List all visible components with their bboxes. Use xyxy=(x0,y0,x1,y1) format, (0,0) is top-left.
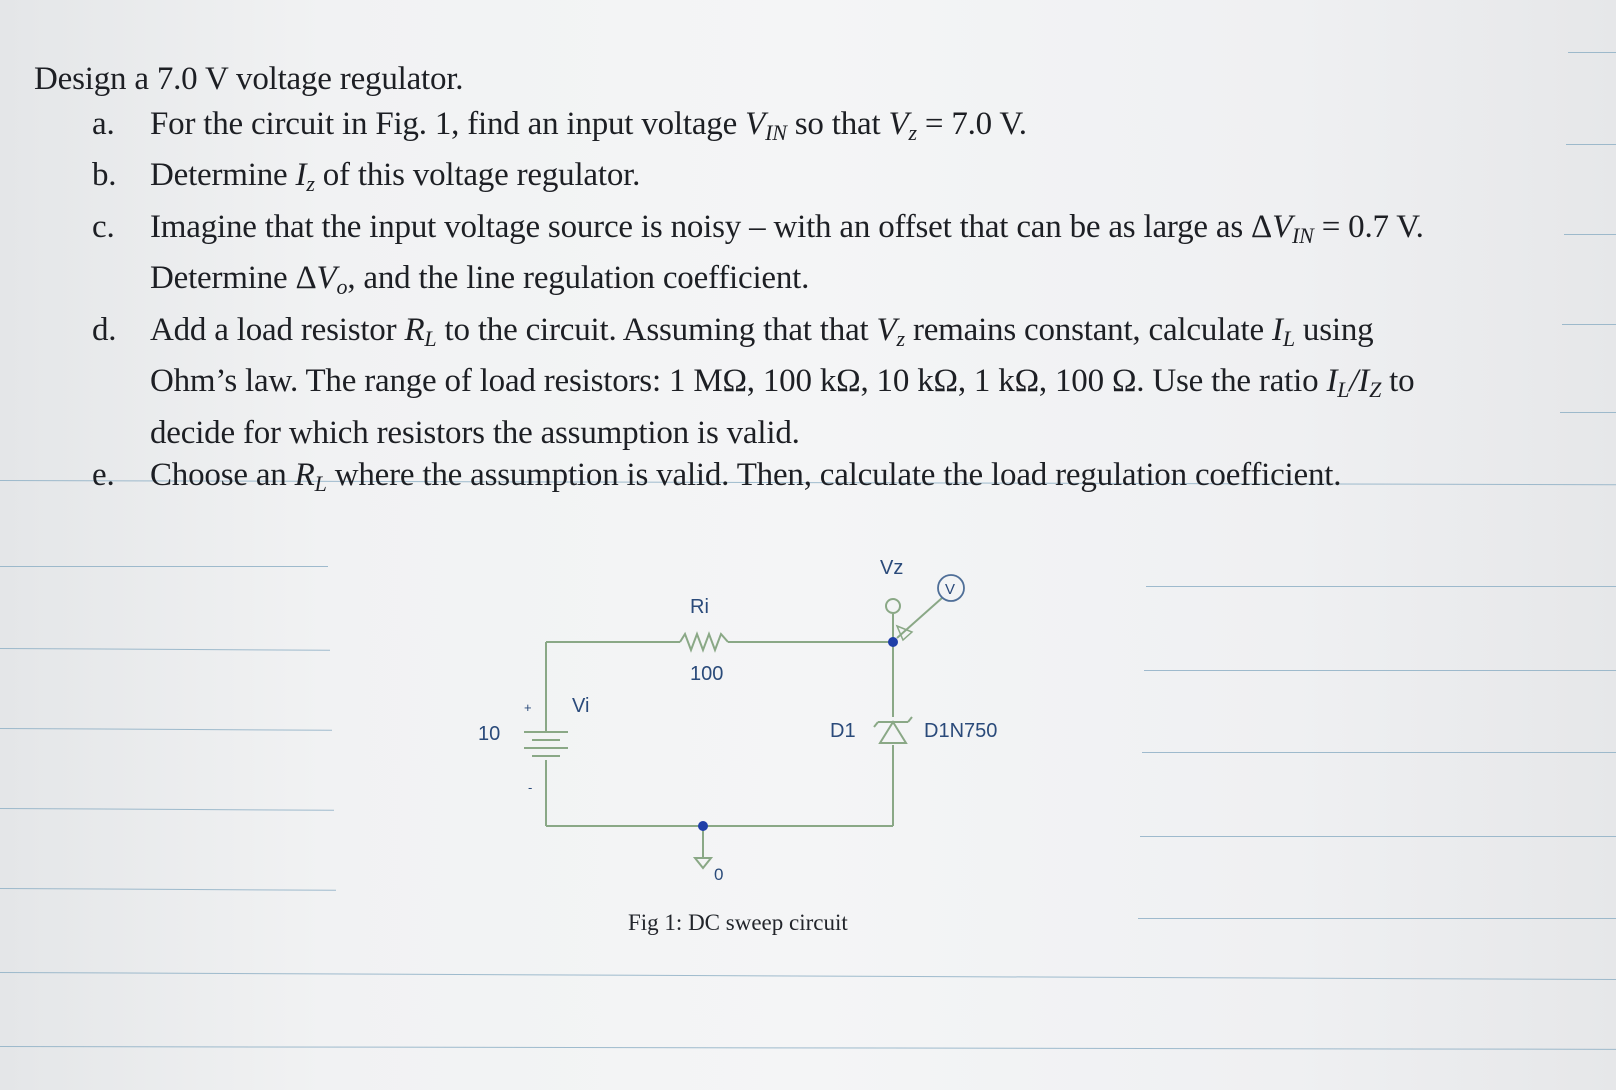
figure-caption: Fig 1: DC sweep circuit xyxy=(628,910,848,935)
math-symbol: R xyxy=(404,311,425,348)
text-run: where the assumption is valid. Then, calculate the load regulation coefficient. xyxy=(326,457,1342,493)
node-dot-bottom xyxy=(698,821,708,831)
resistor-name-label: Ri xyxy=(690,596,709,618)
part-letter: c. xyxy=(92,208,115,245)
text-run: , and the line regulation coefficient. xyxy=(347,260,810,296)
math-symbol: V xyxy=(1272,208,1293,245)
math-subscript: z xyxy=(908,119,917,145)
math-subscript: z xyxy=(896,325,905,351)
text-run: Choose an xyxy=(150,457,295,493)
math-symbol: R xyxy=(294,457,315,493)
math-symbol: / xyxy=(1349,363,1359,399)
math-subscript: L xyxy=(424,325,437,351)
text-run: = 0.7 V. Determine Δ xyxy=(150,208,1424,296)
part-letter: d. xyxy=(92,311,117,348)
node-vz-label: Vz xyxy=(880,557,904,579)
math-symbol: I xyxy=(295,157,307,193)
math-subscript: L xyxy=(1337,377,1350,402)
resistor-ri xyxy=(680,634,728,650)
math-subscript: IN xyxy=(1292,222,1314,248)
text-run: to decide for which resistors the assumption is valid. xyxy=(150,363,1415,451)
ground-symbol xyxy=(695,858,711,868)
text-run: Determine xyxy=(150,157,296,193)
math-subscript: L xyxy=(314,471,327,496)
problem-title: Design a 7.0 V voltage regulator. xyxy=(34,61,464,97)
part-letter: b. xyxy=(92,157,117,193)
node-dot-top xyxy=(888,637,898,647)
source-value-label: 10 xyxy=(478,723,501,745)
text-run: = 7.0 V. xyxy=(916,105,1027,142)
zener-diode-d1 xyxy=(874,717,912,743)
math-symbol: V xyxy=(745,105,766,142)
source-minus-sign: - xyxy=(528,780,533,795)
text-run: For the circuit in Fig. 1, find an input voltage xyxy=(150,105,746,142)
text-run: Add a load resistor xyxy=(150,311,405,348)
text-run: so that xyxy=(786,105,889,142)
math-symbol: I xyxy=(1272,311,1283,348)
ground-node-label: 0 xyxy=(714,865,724,884)
math-symbol: I xyxy=(1326,363,1338,399)
math-subscript: o xyxy=(336,274,348,299)
math-symbol: V xyxy=(316,260,337,296)
math-subscript: Z xyxy=(1369,377,1382,402)
math-subscript: IN xyxy=(765,119,787,145)
source-plus-sign: + xyxy=(524,700,532,715)
diode-name-label: D1 xyxy=(830,720,856,742)
text-run: to the circuit. Assuming that that xyxy=(436,311,877,348)
math-symbol: V xyxy=(876,311,897,348)
source-name-label: Vi xyxy=(572,695,590,717)
part-letter: a. xyxy=(92,105,115,142)
math-subscript: z xyxy=(306,171,315,196)
text-run: using Ohm’s law. The range of load resistors: 1 MΩ, 100 kΩ, 10 kΩ, 1 kΩ, 100 Ω. Use the ratio xyxy=(150,311,1374,399)
math-subscript: L xyxy=(1282,325,1295,351)
math-symbol: I xyxy=(1358,363,1370,399)
resistor-value-label: 100 xyxy=(690,663,724,685)
part-letter: e. xyxy=(92,457,115,493)
battery-vi xyxy=(524,732,568,756)
text-run: remains constant, calculate xyxy=(904,311,1273,348)
text-run: Imagine that the input voltage source is noisy – with an offset that can be as large as Δ xyxy=(150,208,1273,245)
probe-v-label: V xyxy=(945,581,956,598)
math-symbol: V xyxy=(888,105,909,142)
text-run: of this voltage regulator. xyxy=(314,157,641,193)
diode-model-label: D1N750 xyxy=(924,720,998,742)
